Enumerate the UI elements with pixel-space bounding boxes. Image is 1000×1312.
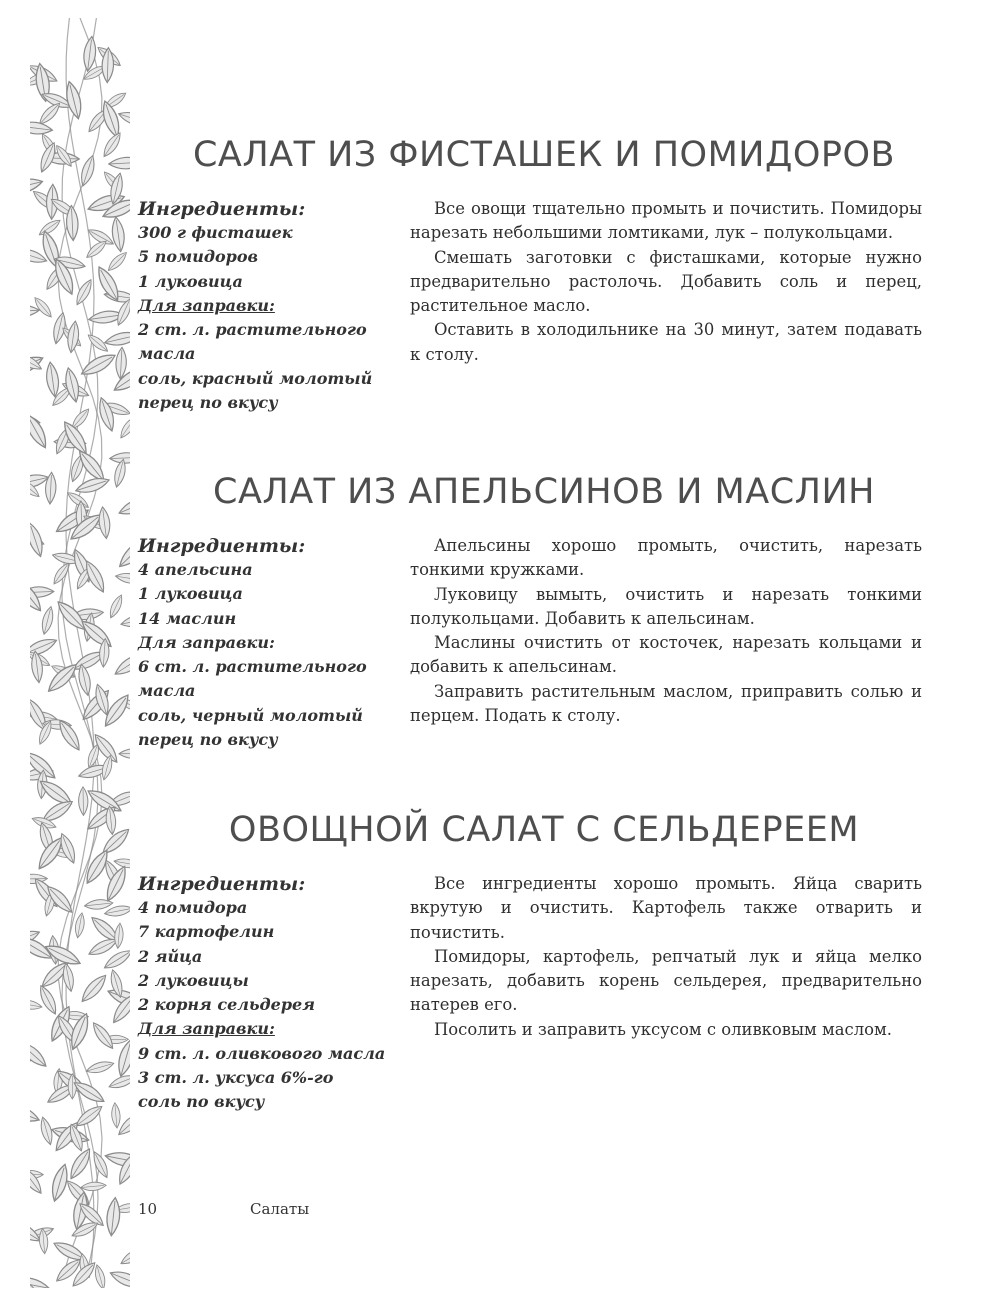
ingredients-heading: Ингредиенты: bbox=[138, 535, 306, 557]
ingredient-item: 6 ст. л. растительного bbox=[138, 657, 367, 677]
ingredients-list bbox=[138, 872, 406, 1115]
dressing-heading: Для заправки: bbox=[138, 632, 275, 652]
ingredients-list bbox=[138, 534, 406, 752]
leaf-icon bbox=[108, 1268, 130, 1288]
leaf-icon bbox=[117, 494, 130, 518]
ingredient-item: соль по вкусу bbox=[138, 1092, 265, 1112]
ingredient-item: масла bbox=[138, 681, 196, 701]
leaf-icon bbox=[44, 361, 60, 397]
leaf-icon bbox=[119, 749, 130, 759]
leaf-icon bbox=[105, 1197, 121, 1236]
ingredient-item: 14 маслин bbox=[138, 608, 237, 628]
leaf-icon bbox=[73, 277, 95, 306]
ingredient-item: 4 помидора bbox=[138, 898, 248, 917]
ingredient-item: 2 яйца bbox=[138, 946, 203, 966]
leaf-icon bbox=[30, 521, 46, 558]
leaf-icon bbox=[114, 923, 124, 949]
leaf-icon bbox=[93, 1264, 108, 1288]
ingredient-item: 2 ст. л. растительного bbox=[138, 320, 367, 340]
ingredient-item: 2 луковицы bbox=[138, 970, 249, 990]
ingredient-item: 9 ст. л. оливкового масла bbox=[138, 1043, 386, 1063]
leaf-icon bbox=[111, 1102, 121, 1128]
leaf-icon bbox=[112, 650, 130, 679]
leaf-icon bbox=[30, 1275, 50, 1288]
leaf-icon bbox=[78, 787, 88, 816]
recipe-section bbox=[138, 472, 922, 752]
method-paragraph: Смешать заготовки с фисташками, которые нужно предварительно растолочь. Добавить соль и перец, растительное масло. bbox=[410, 247, 922, 316]
method-paragraph: Все ингредиенты хорошо промыть. Яйца сварить вкрутую и очистить. Картофель также отварить и почистить. bbox=[410, 874, 922, 942]
method-paragraph: Все овощи тщательно промыть и почистить. Помидоры нарезать небольшими ломтиками, лук – полукольцами. bbox=[410, 199, 922, 243]
ingredient-item: перец по вкусу bbox=[138, 730, 278, 750]
dressing-heading: Для заправки: bbox=[138, 1019, 275, 1039]
method-paragraph: Посолить и заправить уксусом с оливковым маслом. bbox=[434, 1019, 892, 1039]
leaf-icon bbox=[74, 912, 87, 938]
leaf-icon bbox=[84, 238, 109, 261]
leaf-icon bbox=[120, 613, 130, 630]
ingredient-item: 1 луковица bbox=[138, 271, 243, 291]
leaf-vine-ornament-icon bbox=[30, 18, 130, 1288]
leaf-icon bbox=[51, 312, 68, 345]
ingredient-item: перец по вкусу bbox=[138, 393, 278, 413]
ingredients-list bbox=[138, 197, 406, 415]
leaf-icon bbox=[32, 295, 55, 320]
ingredient-item: 2 корня сельдерея bbox=[138, 995, 315, 1015]
leaf-icon bbox=[30, 1165, 45, 1197]
method-paragraph: Маслины очистить от косточек, нарезать кольцами и добавить к апельсинам. bbox=[410, 633, 922, 677]
method-paragraph: Апельсины хорошо промыть, очистить, нарезать тонкими кружками. bbox=[410, 536, 922, 580]
leaf-icon bbox=[30, 411, 51, 450]
ingredient-item: 5 помидоров bbox=[138, 247, 259, 267]
leaf-icon bbox=[81, 1181, 107, 1191]
leaf-icon bbox=[82, 36, 98, 72]
leaf-icon bbox=[115, 571, 130, 585]
leaf-icon bbox=[36, 983, 60, 1016]
recipe-title: САЛАТ ИЗ АПЕЛЬСИНОВ И МАСЛИН bbox=[213, 472, 875, 512]
leaf-icon bbox=[78, 972, 110, 1006]
ingredients-heading: Ингредиенты: bbox=[138, 873, 306, 895]
recipe-title: САЛАТ ИЗ ФИСТАШЕК И ПОМИДОРОВ bbox=[192, 135, 896, 175]
ingredient-item: 1 луковица bbox=[138, 584, 243, 604]
leaf-icon bbox=[107, 1072, 130, 1091]
method-paragraph: Заправить растительным маслом, приправить солью и перцем. Подать к столу. bbox=[410, 681, 922, 726]
recipe-section bbox=[138, 135, 922, 415]
leaf-icon bbox=[85, 1059, 115, 1076]
method-paragraph: Помидоры, картофель, репчатый лук и яйца мелко нарезать, добавить корень сельдерея, предварительно натерев его. bbox=[410, 946, 922, 1015]
leaf-icon bbox=[96, 396, 118, 433]
leaf-icon bbox=[30, 999, 43, 1012]
ingredient-item: масла bbox=[138, 344, 196, 364]
leaf-icon bbox=[78, 617, 115, 651]
leaf-icon bbox=[115, 535, 130, 571]
leaf-icon bbox=[78, 154, 98, 187]
ingredient-item: 4 апельсина bbox=[138, 560, 253, 579]
leaf-icon bbox=[40, 605, 56, 635]
leaf-icon bbox=[104, 329, 130, 348]
ingredients-heading: Ингредиенты: bbox=[138, 198, 306, 220]
leaf-icon bbox=[110, 452, 130, 463]
ingredient-item: соль, красный молотый bbox=[138, 368, 373, 388]
leaf-icon bbox=[55, 717, 84, 753]
ingredient-item: 7 картофелин bbox=[138, 922, 275, 942]
leaf-icon bbox=[71, 1078, 107, 1106]
leaf-icon bbox=[118, 415, 130, 440]
ingredient-item: 3 ст. л. уксуса 6%-го bbox=[138, 1068, 334, 1088]
leaf-icon bbox=[97, 506, 111, 539]
leaf-icon bbox=[105, 250, 129, 274]
method-text bbox=[406, 872, 922, 1115]
leaf-icon bbox=[66, 320, 81, 353]
ingredient-item: соль, черный молотый bbox=[138, 705, 363, 725]
leaf-icon bbox=[107, 593, 125, 619]
recipe-section bbox=[138, 810, 922, 1115]
ingredient-item: 300 г фисташек bbox=[138, 223, 293, 242]
leaf-icon bbox=[119, 1245, 130, 1268]
leaf-icon bbox=[30, 1038, 50, 1070]
page-number: 10 bbox=[138, 1200, 158, 1218]
method-text bbox=[406, 534, 922, 752]
leaf-icon bbox=[109, 156, 130, 169]
leaf-icon bbox=[30, 1100, 41, 1125]
method-text bbox=[406, 197, 922, 415]
running-section-title: Салаты bbox=[250, 1200, 310, 1218]
method-paragraph: Луковицу вымыть, очистить и нарезать тонкими полукольцами. Добавить к апельсинам. bbox=[410, 584, 922, 628]
leaf-icon bbox=[100, 130, 124, 159]
leaf-icon bbox=[112, 1287, 130, 1288]
method-paragraph: Оставить в холодильнике на 30 минут, затем подавать к столу. bbox=[410, 320, 922, 364]
leaf-icon bbox=[110, 216, 126, 252]
recipe-title: ОВОЩНОЙ САЛАТ С СЕЛЬДЕРЕЕМ bbox=[228, 810, 860, 850]
dressing-heading: Для заправки: bbox=[138, 295, 275, 315]
